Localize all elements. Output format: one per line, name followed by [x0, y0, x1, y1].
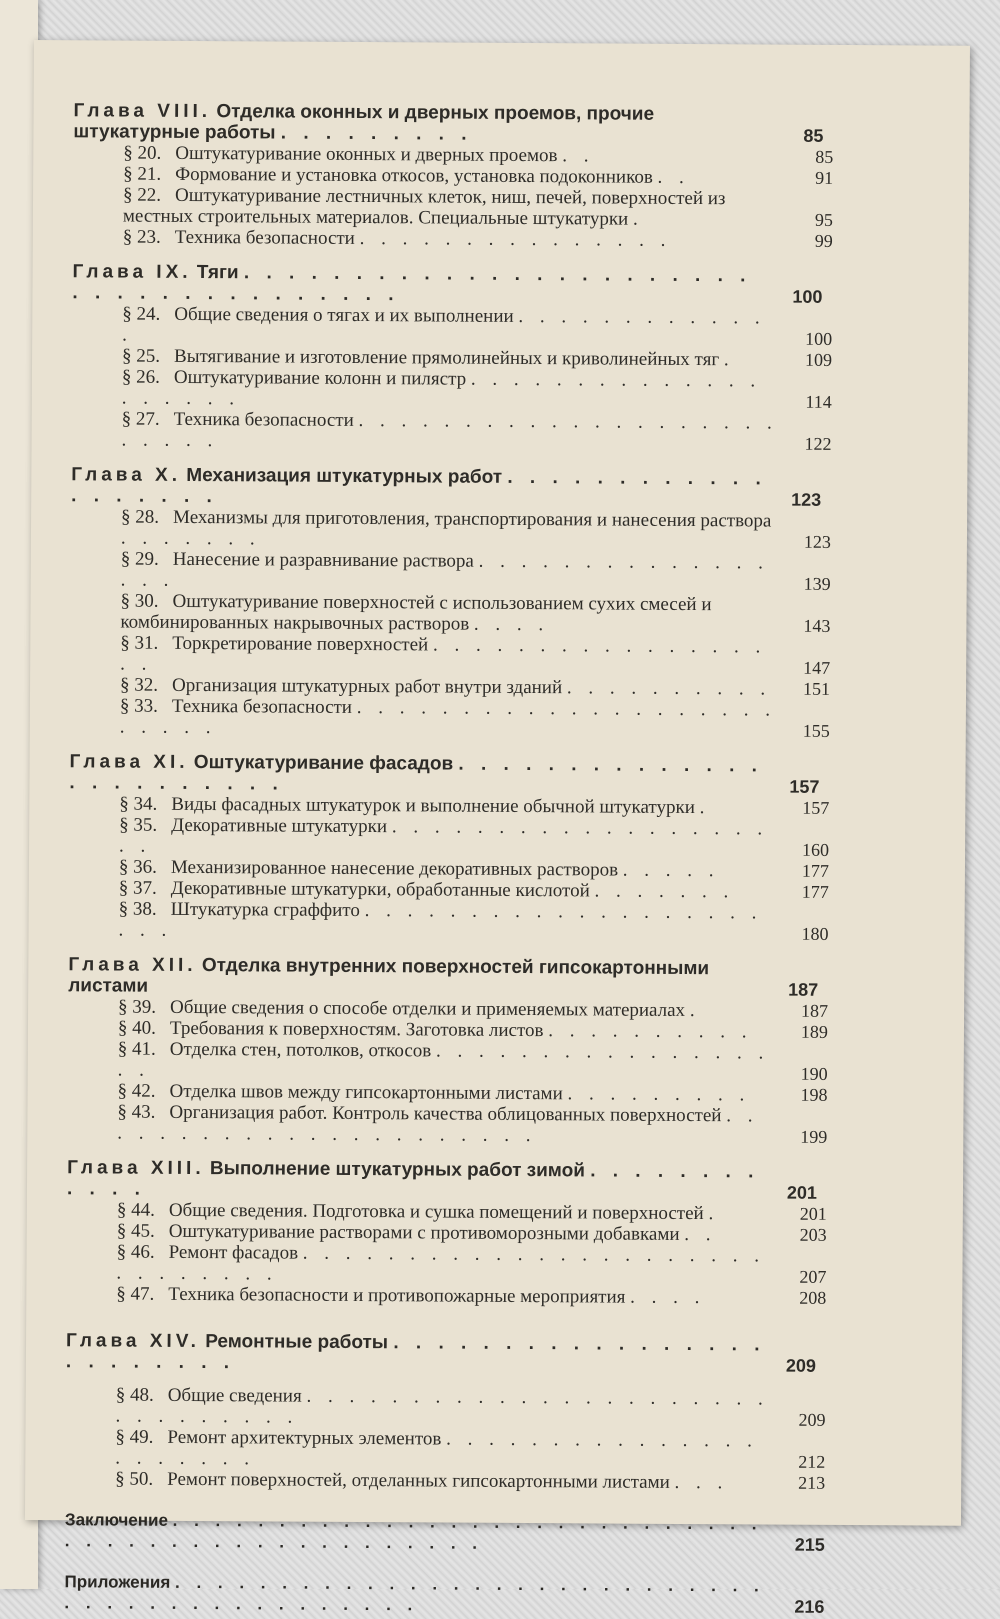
section-row: § 40. Требования к поверхностям. Заготовка листов . . . . . . . . . . 189	[117, 1017, 829, 1043]
chapter-heading: Глава XIII. Выполнение штукатурных работ зимой . . . . . . . . . . . . 201	[66, 1157, 818, 1203]
book-page	[25, 40, 970, 1617]
table-of-contents	[64, 100, 833, 1618]
chapter-title: Отделка оконных и дверных проемов, прочие штукатурные работы	[73, 101, 655, 144]
section-row: § 36. Механизированное нанесение декоративных растворов . . . . . 177	[118, 856, 830, 882]
conclusion-row: Заключение . . . . . . . . . . . . . . . . . . . . . . . . . . . . . . . . . . . . . . . . . . . . . . . . 215	[64, 1510, 825, 1555]
section-row: § 25. Вытягивание и изготовление прямолинейных и криволинейных тяг . 109	[122, 345, 833, 371]
section-row: § 46. Ремонт фасадов . . . . . . . . . . . . . . . . . . . . . . . . . . . . . . 207	[116, 1241, 827, 1287]
chapter-heading: Глава VIII. Отделка оконных и дверных проемов, прочие штукатурные работы . . . . . . . . . 85	[73, 100, 824, 146]
chapter-heading: Глава XII. Отделка внутренних поверхностей гипсокартонными листами 187	[68, 954, 819, 1000]
section-row: § 47. Техника безопасности и противопожарные мероприятия . . . . 208	[116, 1283, 827, 1309]
section-row: § 20. Оштукатуривание оконных и дверных проемов . . 85	[123, 142, 834, 167]
chapter-viii	[73, 100, 834, 252]
chapter-xiv	[65, 1330, 826, 1494]
chapter-xi	[69, 751, 830, 945]
section-row: § 42. Отделка швов между гипсокартонными листами . . . . . . . . . 198	[117, 1080, 828, 1106]
section-row: § 23. Техника безопасности . . . . . . . . . . . . . . . 99	[122, 226, 833, 251]
chapter-xii	[67, 954, 828, 1148]
section-row: § 21. Формование и установка откосов, установка подоконников . . 91	[123, 163, 834, 189]
section-row: § 29. Нанесение и разравнивание раствора . . . . . . . . . . . . . . . . . 139	[120, 548, 831, 594]
section-row: § 28. Механизмы для приготовления, транспортирования и нанесения раствора . . . . . . . 123	[120, 506, 832, 552]
appendix	[64, 1571, 824, 1618]
chapter-heading: Глава X. Механизация штукатурных работ . . . . . . . . . . . . . . . . . . . 123	[71, 464, 822, 510]
section-row: § 49. Ремонт архитектурных элементов . . . . . . . . . . . . . . . . . . . . . . 212	[115, 1426, 826, 1472]
section-row: § 26. Оштукатуривание колонн и пилястр . . . . . . . . . . . . . . . . . . . . 114	[121, 366, 832, 412]
section-row: § 34. Виды фасадных штукатурок и выполнение обычной штукатурки . 157	[119, 793, 830, 819]
chapter-heading: Глава XI. Оштукатуривание фасадов . . . . . . . . . . . . . . . . . . . . . . . . 157	[69, 751, 820, 797]
chapter-label: Глава VIII.	[73, 100, 212, 123]
section-row: § 27. Техника безопасности . . . . . . . . . . . . . . . . . . . . . . . . . 122	[121, 408, 832, 454]
section-row: § 31. Торкретирование поверхностей . . . . . . . . . . . . . . . . . . 147	[120, 632, 831, 678]
chapter-ix	[71, 261, 832, 455]
page-number: 85	[803, 125, 824, 146]
section-row: § 45. Оштукатуривание растворами с противоморозными добавками . . 203	[116, 1220, 827, 1246]
conclusion	[65, 1509, 825, 1556]
section-row: § 39. Общие сведения о способе отделки и применяемых материалах . 187	[118, 996, 829, 1022]
section-row: § 38. Штукатурка сграффито . . . . . . . . . . . . . . . . . . . . . . 180	[118, 898, 829, 944]
chapter-heading: Глава XIV. Ремонтные работы . . . . . . . . . . . . . . . . . . . . . . . . . 209	[65, 1330, 816, 1376]
section-row: § 43. Организация работ. Контроль качества облицованных поверхностей . . . . . . . . . . . . . . . . . . . . . . 199	[117, 1101, 828, 1147]
section-row: § 33. Техника безопасности . . . . . . . . . . . . . . . . . . . . . . . . . 155	[119, 695, 830, 741]
section-row: § 48. Общие сведения . . . . . . . . . . . . . . . . . . . . . . . . . . . . . . . 209	[115, 1384, 826, 1430]
section-row: § 44. Общие сведения. Подготовка и сушка помещений и поверхностей . 201	[116, 1199, 827, 1225]
section-row: § 24. Общие сведения о тягах и их выполнении . . . . . . . . . . . . . 100	[122, 303, 833, 349]
section-row: § 32. Организация штукатурных работ внутри зданий . . . . . . . . . . 151	[119, 674, 831, 700]
appendix-row: Приложения . . . . . . . . . . . . . . . . . . . . . . . . . . . . . . . . . . . . . . . . . . . . . 216	[64, 1572, 825, 1617]
section-row: § 50. Ремонт поверхностей, отделанных гипсокартонными листами . . . 213	[115, 1468, 826, 1494]
chapter-x	[70, 464, 832, 742]
section-row: § 35. Декоративные штукатурки . . . . . . . . . . . . . . . . . . . . 160	[119, 814, 830, 860]
section-row: § 30. Оштукатуривание поверхностей с использованием сухих смесей и комбинированных накрывочных растворов . . . . 143	[120, 590, 831, 636]
chapter-xiii	[66, 1157, 827, 1309]
section-row: § 22. Оштукатуривание лестничных клеток, ниш, печей, поверхностей из местных строительных материалов. Специальные штукатурки . 95	[122, 184, 833, 230]
section-row: § 41. Отделка стен, потолков, откосов . . . . . . . . . . . . . . . . . . 190	[117, 1038, 828, 1084]
section-row: § 37. Декоративные штукатурки, обработанные кислотой . . . . . . . 177	[118, 877, 829, 903]
chapter-heading: Глава IX. Тяги . . . . . . . . . . . . . . . . . . . . . . . . . . . . . . . . . . . . . . 100	[72, 261, 823, 307]
